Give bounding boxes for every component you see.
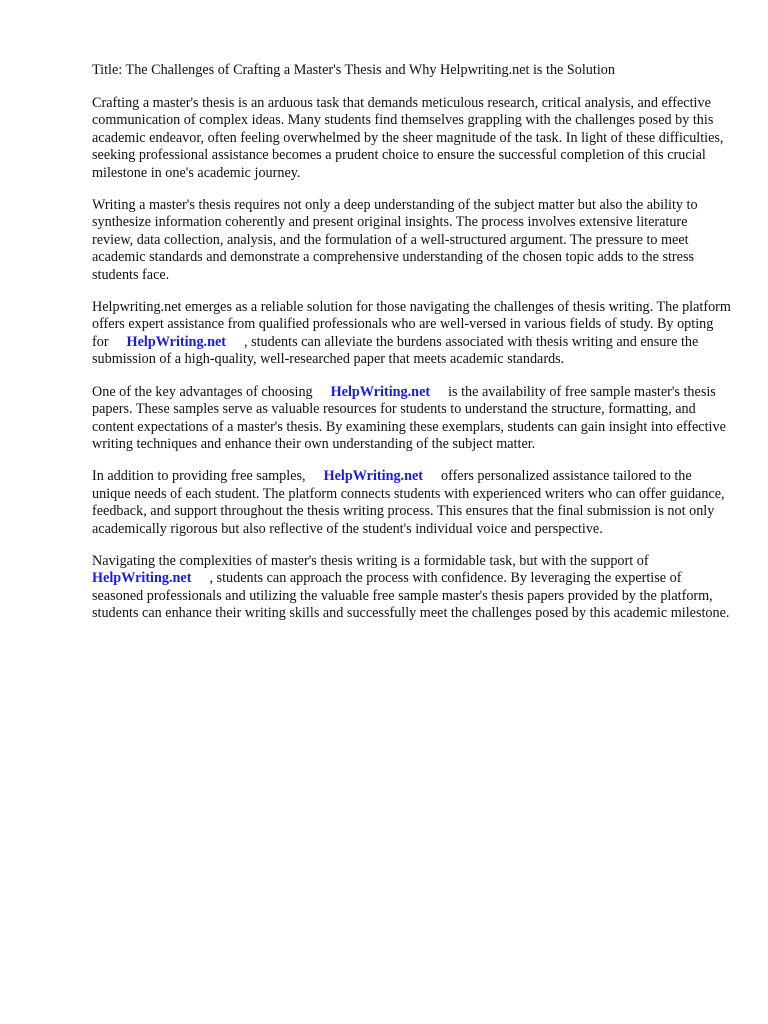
helpwriting-link[interactable]: HelpWriting.net xyxy=(323,468,424,485)
document-page xyxy=(92,61,732,638)
paragraph-text: Helpwriting.net emerges as a reliable solution for those navigating the challenges of thesis writing. The platform offers expert assistance from qualified professionals who are well-versed in various fields of study. By opting for xyxy=(92,299,731,350)
paragraph-text: Crafting a master's thesis is an arduous task that demands meticulous research, critical analysis, and effective communication of complex ideas. Many students find themselves grappling with the challenges posed by this academic endeavor, often feeling overwhelmed by the sheer magnitude of the task. In light of these difficulties, seeking professional assistance becomes a prudent choice to ensure the successful completion of this crucial milestone in one's academic journey. xyxy=(92,95,724,181)
document-title: Title: The Challenges of Crafting a Master's Thesis and Why Helpwriting.net is the Solution xyxy=(92,62,615,78)
helpwriting-link[interactable]: HelpWriting.net xyxy=(330,383,431,400)
helpwriting-link[interactable]: HelpWriting.net xyxy=(126,333,226,350)
paragraph-intro xyxy=(92,95,732,182)
paragraph-requirements xyxy=(92,197,732,284)
paragraph-text: Navigating the complexities of master's thesis writing is a formidable task, but with the support of xyxy=(92,552,649,569)
paragraph-text: One of the key advantages of choosing xyxy=(92,383,313,400)
paragraph-advantages xyxy=(92,384,732,454)
paragraph-text: is the availability of free sample master's thesis papers. These samples serve as valuable resources for students to understand the structure, formatting, and content expectations of a master's thesis. By examining these exemplars, students can gain insight into effective writing techniques and enhance their own understanding of the subject matter. xyxy=(92,383,726,452)
paragraph-personalized xyxy=(92,468,732,538)
paragraph-conclusion xyxy=(92,553,732,623)
paragraph-text: offers personalized assistance tailored to the unique needs of each student. The platform connects students with experienced writers who can offer guidance, feedback, and support throughout the thesis writing process. This ensures that the final submission is not only academically rigorous but also reflective of the student's individual voice and perspective. xyxy=(92,468,725,537)
paragraph-text: , students can alleviate the burdens associated with thesis writing and ensure the submission of a high-quality, well-researched paper that meets academic standards. xyxy=(92,333,699,368)
paragraph-text: , students can approach the process with confidence. By leveraging the expertise of seasoned professionals and utilizing the valuable free sample master's thesis papers provided by the platform, students can enhance their writing skills and successfully meet the challenges posed by this academic milestone. xyxy=(92,570,730,622)
paragraph-text: In addition to providing free samples, xyxy=(92,468,306,485)
paragraph-solution xyxy=(92,299,732,369)
paragraph-text: Writing a master's thesis requires not only a deep understanding of the subject matter but also the ability to synthesize information coherently and present original insights. The process involves extensive literature review, data collection, analysis, and the formulation of a well-structured argument. The pressure to meet academic standards and demonstrate a comprehensive understanding of the chosen topic adds to the stress students face. xyxy=(92,197,698,283)
helpwriting-link[interactable]: HelpWriting.net xyxy=(92,570,192,587)
